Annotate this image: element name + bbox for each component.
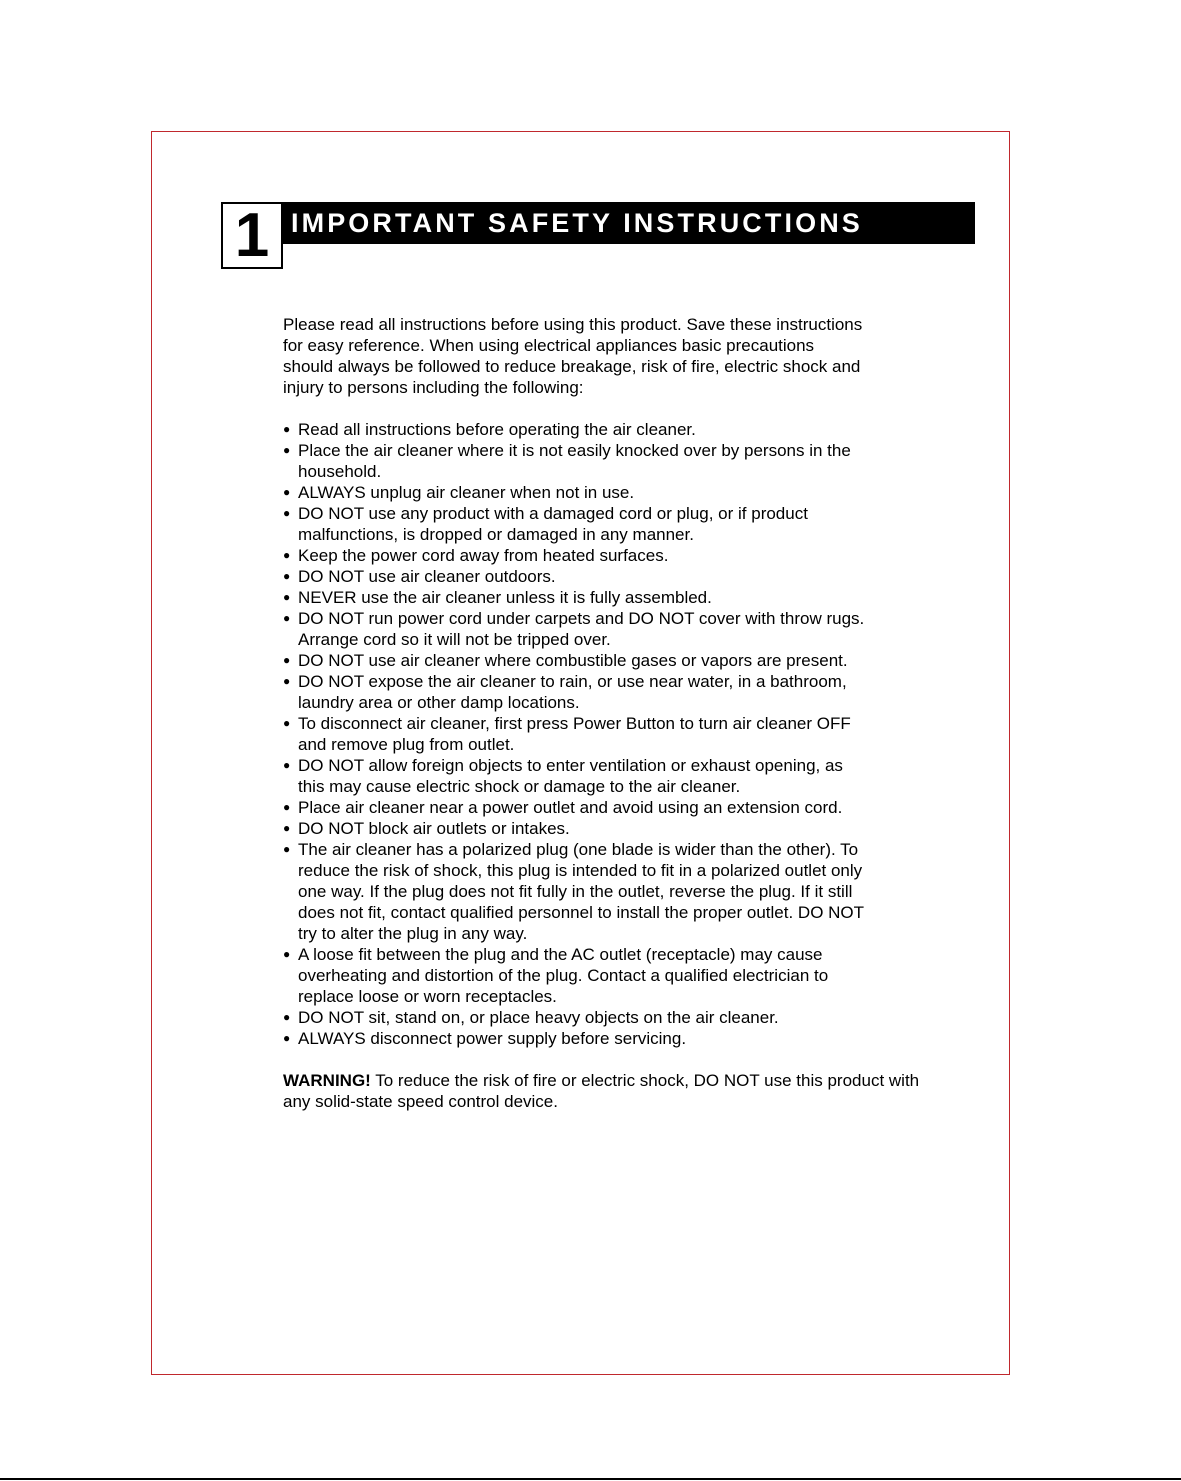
- safety-item: ● Read all instructions before operating the air cleaner.: [283, 419, 933, 440]
- safety-item: ● DO NOT allow foreign objects to enter ventilation or exhaust opening, as this may cause electric shock or damage to the air cleaner.: [283, 755, 933, 797]
- intro-paragraph: [283, 314, 933, 398]
- safety-item: ● DO NOT sit, stand on, or place heavy objects on the air cleaner.: [283, 1007, 933, 1028]
- safety-item: ● Keep the power cord away from heated surfaces.: [283, 545, 933, 566]
- warning-label: WARNING!: [283, 1071, 371, 1090]
- intro-line: for easy reference. When using electrical appliances basic precautions: [283, 336, 815, 355]
- safety-item: ● DO NOT use air cleaner where combustible gases or vapors are present.: [283, 650, 933, 671]
- safety-item: ● Place air cleaner near a power outlet and avoid using an extension cord.: [283, 797, 933, 818]
- instructions-content: [283, 314, 933, 1112]
- safety-item: ● NEVER use the air cleaner unless it is fully assembled.: [283, 587, 933, 608]
- warning-paragraph: [283, 1070, 933, 1112]
- bottom-rule: [0, 1478, 1181, 1480]
- safety-item: ● ALWAYS unplug air cleaner when not in use.: [283, 482, 933, 503]
- intro-line: should always be followed to reduce breakage, risk of fire, electric shock and: [283, 357, 861, 376]
- safety-item: ● A loose fit between the plug and the AC outlet (receptacle) may cause overheating and distortion of the plug. Contact a qualified electrician to replace loose or worn receptacles.: [283, 944, 933, 1007]
- intro-line: injury to persons including the following:: [283, 378, 584, 397]
- safety-list: [283, 419, 933, 1049]
- safety-item: ● DO NOT use any product with a damaged cord or plug, or if product malfunctions, is dropped or damaged in any manner.: [283, 503, 933, 545]
- intro-line: Please read all instructions before using this product. Save these instructions: [283, 315, 863, 334]
- section-title: IMPORTANT SAFETY INSTRUCTIONS: [291, 207, 863, 238]
- safety-item: ● ALWAYS disconnect power supply before servicing.: [283, 1028, 933, 1049]
- safety-item: ● DO NOT run power cord under carpets and DO NOT cover with throw rugs. Arrange cord so it will not be tripped over.: [283, 608, 933, 650]
- section-title-bar: [283, 202, 975, 244]
- safety-item: ● DO NOT expose the air cleaner to rain, or use near water, in a bathroom, laundry area or other damp locations.: [283, 671, 933, 713]
- section-number: 1: [221, 202, 283, 269]
- warning-text: To reduce the risk of fire or electric shock, DO NOT use this product with any solid-state speed control device.: [283, 1071, 920, 1111]
- safety-item: ● To disconnect air cleaner, first press Power Button to turn air cleaner OFF and remove plug from outlet.: [283, 713, 933, 755]
- safety-item: ● Place the air cleaner where it is not easily knocked over by persons in the household.: [283, 440, 933, 482]
- safety-item: ● DO NOT block air outlets or intakes.: [283, 818, 933, 839]
- safety-item: ● The air cleaner has a polarized plug (one blade is wider than the other). To reduce the risk of shock, this plug is intended to fit in a polarized outlet only one way. If the plug does not fit fully in the outlet, reverse the plug. If it still does not fit, contact qualified personnel to install the proper outlet. DO NOT try to alter the plug in any way.: [283, 839, 933, 944]
- safety-item: ● DO NOT use air cleaner outdoors.: [283, 566, 933, 587]
